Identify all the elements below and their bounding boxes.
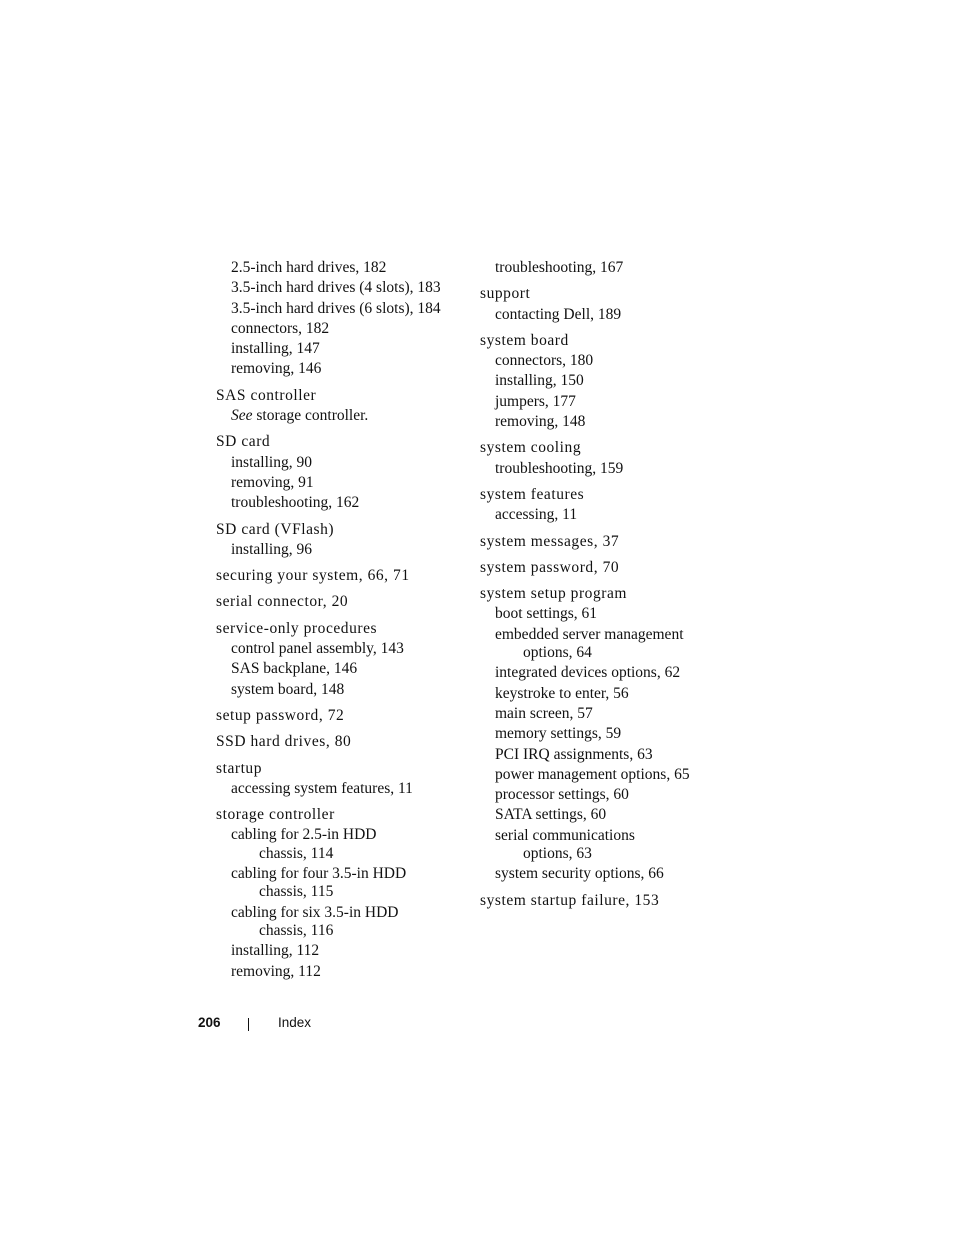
index-entry	[480, 258, 735, 278]
subentry-text: removing, 146	[231, 360, 322, 378]
index-subentry	[480, 505, 735, 525]
index-term: system cooling	[480, 439, 582, 457]
index-entry	[216, 258, 471, 380]
index-term: startup	[216, 759, 263, 777]
index-term: storage controller	[216, 806, 335, 824]
index-subentry	[216, 406, 471, 426]
index-entry	[216, 619, 471, 700]
subentry-text: SAS backplane, 146	[231, 660, 358, 678]
subentry-text: serial communications	[495, 826, 635, 844]
subentry-text: accessing, 11	[495, 506, 578, 524]
index-entry	[480, 558, 735, 578]
index-subentry	[216, 278, 471, 298]
index-entry	[216, 566, 471, 586]
index-entry	[480, 438, 735, 479]
index-subentry	[480, 392, 735, 412]
index-subentry	[480, 663, 735, 683]
index-subentry	[216, 903, 471, 942]
subentry-text: contacting Dell, 189	[495, 305, 622, 323]
subentry-continuation: chassis, 114	[259, 844, 334, 862]
index-entry	[216, 592, 471, 612]
index-subentry	[216, 639, 471, 659]
index-subentry	[216, 359, 471, 379]
index-subentry	[216, 941, 471, 961]
subentry-text: jumpers, 177	[495, 392, 576, 410]
index-entry	[480, 532, 735, 552]
index-subentry	[480, 704, 735, 724]
index-subentry	[480, 765, 735, 785]
index-subentry	[216, 864, 471, 903]
index-term: system password, 70	[480, 558, 620, 576]
subentry-text: boot settings, 61	[495, 605, 598, 623]
subentry-text: integrated devices options, 62	[495, 664, 681, 682]
index-subentry	[216, 779, 471, 799]
index-subentry	[216, 680, 471, 700]
index-term: support	[480, 285, 531, 303]
index-entry	[216, 732, 471, 752]
page-footer	[0, 1015, 954, 1035]
subentry-text: installing, 147	[231, 340, 320, 358]
index-subentry	[480, 625, 735, 664]
index-column-right	[480, 258, 735, 917]
page-number: 206	[198, 1015, 221, 1030]
index-subentry	[480, 724, 735, 744]
index-entry	[216, 805, 471, 982]
index-subentry	[480, 604, 735, 624]
index-subentry	[480, 305, 735, 325]
subentry-text: memory settings, 59	[495, 725, 622, 743]
subentry-text: 3.5-inch hard drives (6 slots), 184	[231, 299, 441, 317]
subentry-text: main screen, 57	[495, 704, 593, 722]
index-subentry	[216, 659, 471, 679]
subentry-text: embedded server management	[495, 625, 684, 643]
subentry-text: accessing system features, 11	[231, 779, 413, 797]
index-subentry	[216, 540, 471, 560]
index-entry	[480, 891, 735, 911]
section-name: Index	[278, 1015, 312, 1030]
index-term: system board	[480, 331, 569, 349]
index-term: SAS controller	[216, 386, 317, 404]
index-subentry	[480, 684, 735, 704]
index-entry	[216, 706, 471, 726]
subentry-text: SATA settings, 60	[495, 806, 607, 824]
subentry-text: installing, 90	[231, 453, 312, 471]
subentry-text: removing, 91	[231, 473, 314, 491]
subentry-text: removing, 112	[231, 962, 321, 980]
index-entry	[480, 485, 735, 526]
subentry-text: removing, 148	[495, 413, 586, 431]
subentry-text: power management options, 65	[495, 765, 690, 783]
subentry-text: cabling for four 3.5-in HDD	[231, 865, 407, 883]
index-subentry	[216, 473, 471, 493]
index-subentry	[480, 805, 735, 825]
subentry-text: processor settings, 60	[495, 786, 629, 804]
subentry-text: connectors, 182	[231, 319, 330, 337]
index-term: system startup failure, 153	[480, 891, 660, 909]
index-column-left	[216, 258, 471, 988]
see-reference: See	[231, 407, 253, 425]
index-entry	[480, 331, 735, 432]
subentry-text: troubleshooting, 167	[495, 259, 624, 276]
subentry-continuation: chassis, 116	[259, 921, 334, 939]
index-subentry	[480, 785, 735, 805]
index-entry	[216, 432, 471, 513]
index-term: service-only procedures	[216, 619, 378, 637]
index-subentry	[480, 412, 735, 432]
index-subentry	[480, 459, 735, 479]
subentry-text: troubleshooting, 159	[495, 459, 624, 477]
subentry-text: troubleshooting, 162	[231, 494, 360, 512]
footer-separator	[248, 1018, 249, 1031]
subentry-continuation: options, 64	[523, 644, 592, 662]
index-subentry	[480, 258, 735, 278]
subentry-text: installing, 150	[495, 372, 584, 390]
index-entry	[216, 759, 471, 800]
subentry-text: PCI IRQ assignments, 63	[495, 745, 653, 763]
subentry-text: control panel assembly, 143	[231, 640, 404, 658]
subentry-continuation: chassis, 115	[259, 883, 334, 901]
subentry-text: connectors, 180	[495, 352, 594, 370]
index-term: system messages, 37	[480, 532, 620, 550]
index-subentry	[216, 339, 471, 359]
index-subentry	[216, 258, 471, 278]
index-term: securing your system, 66, 71	[216, 567, 410, 585]
index-subentry	[216, 825, 471, 864]
subentry-text: storage controller.	[252, 407, 369, 425]
index-subentry	[216, 493, 471, 513]
subentry-text: system board, 148	[231, 680, 345, 698]
index-subentry	[480, 864, 735, 884]
index-subentry	[216, 453, 471, 473]
index-subentry	[480, 826, 735, 865]
index-term: serial connector, 20	[216, 593, 349, 611]
index-term: system setup program	[480, 585, 628, 603]
index-subentry	[480, 351, 735, 371]
subentry-text: 2.5-inch hard drives, 182	[231, 259, 387, 276]
subentry-continuation: options, 63	[523, 845, 592, 863]
index-term: SD card	[216, 433, 271, 451]
index-subentry	[216, 299, 471, 319]
subentry-text: keystroke to enter, 56	[495, 684, 629, 702]
subentry-text: system security options, 66	[495, 865, 664, 883]
subentry-text: cabling for 2.5-in HDD	[231, 826, 377, 844]
index-term: SD card (VFlash)	[216, 520, 335, 538]
index-subentry	[216, 319, 471, 339]
index-entry	[480, 284, 735, 325]
index-term: SSD hard drives, 80	[216, 733, 352, 751]
subentry-text: 3.5-inch hard drives (4 slots), 183	[231, 279, 441, 297]
index-subentry	[480, 745, 735, 765]
index-term: setup password, 72	[216, 706, 345, 724]
index-entry	[216, 520, 471, 561]
index-term: system features	[480, 485, 585, 503]
index-subentry	[216, 962, 471, 982]
subentry-text: installing, 96	[231, 540, 312, 558]
index-subentry	[480, 371, 735, 391]
subentry-text: installing, 112	[231, 942, 320, 960]
index-entry	[480, 584, 735, 884]
index-entry	[216, 386, 471, 427]
subentry-text: cabling for six 3.5-in HDD	[231, 903, 399, 921]
